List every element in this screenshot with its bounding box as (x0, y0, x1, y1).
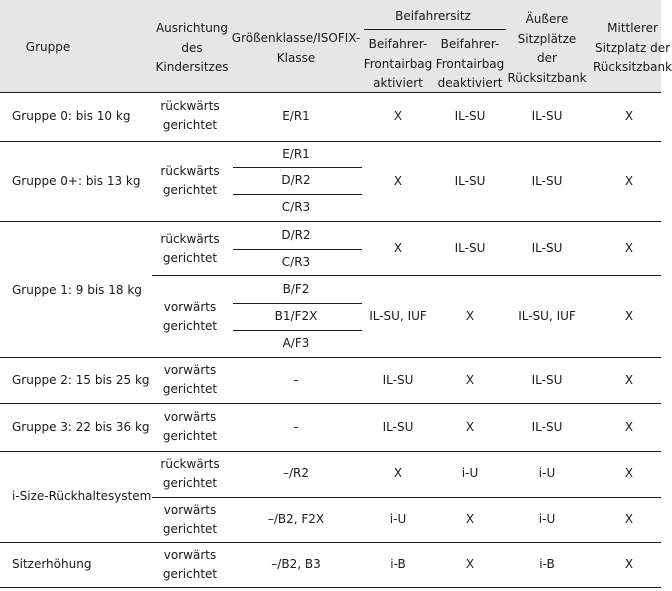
header-aktiviert-line: Frontairbag (363, 56, 433, 71)
row-gruppe-1-vor-klasse: A/F3 (282, 336, 310, 350)
row-gruppe-0-ausrichtung (160, 97, 219, 135)
row-gruppe-3-label: Gruppe 3: 22 bis 36 kg (12, 420, 150, 434)
row-gruppe-0-aktiviert: X (393, 109, 403, 123)
header-aeussere-sitzplaetze (507, 10, 586, 88)
ausrichtung-line: gerichtet (162, 429, 218, 443)
row-gruppe-1-vor-klasse: B/F2 (282, 282, 310, 296)
row-sitzerhoehung-aktiviert: i-B (390, 557, 406, 571)
row-divider (0, 403, 661, 404)
header-group-divider (364, 29, 506, 30)
row-gruppe-3-klasse: – (293, 420, 299, 434)
row-gruppe-1-rueck-ausrichtung (160, 230, 219, 268)
header-ausrichtung-line: Ausrichtung (155, 21, 229, 35)
row-gruppe-1-vor-aeussere: IL-SU, IUF (518, 309, 576, 323)
ausrichtung-line: rückwärts (160, 164, 220, 178)
row-gruppe-1-rueck-deaktiviert: IL-SU (454, 241, 486, 255)
row-gruppe-3-ausrichtung (163, 408, 217, 446)
row-isize-rueck-deaktiviert: i-U (461, 466, 479, 480)
header-mittlerer-sitzplatz (593, 19, 672, 78)
row-gruppe-0plus-ausrichtung (160, 162, 219, 200)
subrow-divider (233, 194, 362, 195)
row-divider (0, 357, 661, 358)
header-deaktiviert-line: deaktiviert (437, 76, 503, 90)
header-ausrichtung-line: Kindersitzes (155, 60, 229, 74)
row-gruppe-1-vor-aktiviert: IL-SU, IUF (369, 309, 427, 323)
ausrichtung-line: rückwärts (160, 232, 220, 246)
row-gruppe-3-mittlerer: X (624, 420, 634, 434)
row-sitzerhoehung-deaktiviert: X (465, 557, 475, 571)
row-isize-vor-mittlerer: X (624, 512, 634, 526)
header-mittlerer-clip (586, 19, 672, 79)
ausrichtung-line: rückwärts (160, 457, 220, 471)
row-sitzerhoehung-klasse: –/B2, B3 (271, 557, 321, 571)
row-gruppe-0-deaktiviert: IL-SU (454, 109, 486, 123)
row-gruppe-0plus-aeussere: IL-SU (531, 174, 563, 188)
row-gruppe-1-rueck-klasse: D/R2 (281, 228, 311, 242)
ausrichtung-line: gerichtet (162, 476, 218, 490)
row-gruppe-2-aktiviert: IL-SU (382, 373, 414, 387)
row-gruppe-0-klasse: E/R1 (282, 109, 310, 123)
header-aeussere-line: der (537, 51, 557, 65)
header-groessenklasse (232, 29, 360, 68)
row-sitzerhoehung-label: Sitzerhöhung (12, 557, 92, 571)
row-sitzerhoehung-mittlerer: X (624, 557, 634, 571)
row-gruppe-0plus-klasse: E/R1 (282, 147, 310, 161)
row-isize-rueck-aktiviert: X (393, 466, 403, 480)
ausrichtung-line: vorwärts (163, 300, 217, 314)
row-gruppe-1-rueck-mittlerer: X (624, 241, 634, 255)
row-isize-vor-ausrichtung (163, 501, 217, 539)
row-gruppe-0-aeussere: IL-SU (531, 109, 563, 123)
header-groessenklasse-line: Größenklasse/ISOFIX- (231, 31, 361, 45)
ausrichtung-line: gerichtet (162, 522, 218, 536)
row-gruppe-1-rueck-aktiviert: X (393, 241, 403, 255)
row-gruppe-0plus-klasse: C/R3 (281, 200, 311, 214)
row-divider (0, 542, 661, 543)
ausrichtung-line: rückwärts (160, 99, 220, 113)
header-mittlerer-line: Rücksitzbank (593, 60, 672, 74)
row-isize-label: i-Size-Rückhaltesystem (12, 489, 152, 503)
subrow-divider (233, 303, 362, 304)
row-gruppe-1-rueck-aeussere: IL-SU (531, 241, 563, 255)
subrow-divider (233, 167, 362, 168)
row-divider (0, 451, 661, 452)
header-mittlerer-line: Sitzplatz der (595, 40, 671, 55)
row-isize-rueck-mittlerer: X (624, 466, 634, 480)
row-sitzerhoehung-aeussere: i-B (539, 557, 555, 571)
subrow-divider (152, 497, 661, 498)
ausrichtung-line: vorwärts (163, 410, 217, 424)
row-gruppe-1-vor-klasse: B1/F2X (274, 309, 318, 323)
ausrichtung-line: gerichtet (162, 319, 218, 333)
header-deaktiviert-line: Beifahrer- (440, 37, 500, 51)
ausrichtung-line: vorwärts (163, 363, 217, 377)
row-divider (0, 141, 661, 142)
header-aktiviert-line: aktiviert (373, 76, 423, 90)
row-gruppe-3-aktiviert: IL-SU (382, 420, 414, 434)
row-isize-rueck-klasse: –/R2 (282, 466, 310, 480)
row-gruppe-3-deaktiviert: X (465, 420, 475, 434)
row-gruppe-2-deaktiviert: X (465, 373, 475, 387)
header-aeussere-line: Sitzplätze (517, 31, 577, 46)
row-gruppe-1-label: Gruppe 1: 9 bis 18 kg (12, 283, 142, 297)
row-divider (0, 221, 661, 222)
row-gruppe-0plus-aktiviert: X (393, 174, 403, 188)
row-gruppe-1-vor-mittlerer: X (624, 309, 634, 323)
subrow-divider (233, 249, 362, 250)
subrow-divider (233, 330, 362, 331)
header-mittlerer-line: Mittlerer (607, 21, 658, 35)
header-beifahrersitz: Beifahrersitz (395, 9, 471, 23)
header-gruppe: Gruppe (25, 40, 71, 54)
row-gruppe-1-rueck-klasse: C/R3 (281, 255, 311, 269)
subrow-divider (152, 275, 661, 276)
row-gruppe-0plus-label: Gruppe 0+: bis 13 kg (12, 174, 141, 188)
ausrichtung-line: gerichtet (162, 382, 218, 396)
header-frontairbag-deaktiviert (436, 35, 505, 94)
row-gruppe-3-aeussere: IL-SU (531, 420, 563, 434)
row-gruppe-0plus-mittlerer: X (624, 174, 634, 188)
row-gruppe-2-mittlerer: X (624, 373, 634, 387)
row-gruppe-1-vor-deaktiviert: X (465, 309, 475, 323)
row-isize-vor-aktiviert: i-U (389, 512, 407, 526)
ausrichtung-line: gerichtet (162, 251, 218, 265)
row-divider (0, 92, 661, 93)
row-gruppe-2-aeussere: IL-SU (531, 373, 563, 387)
header-aeussere-line: Äußere (525, 12, 569, 26)
row-divider (0, 587, 661, 588)
row-isize-vor-aeussere: i-U (538, 512, 556, 526)
row-isize-vor-deaktiviert: X (465, 512, 475, 526)
ausrichtung-line: gerichtet (162, 183, 218, 197)
header-ausrichtung (156, 19, 229, 78)
header-groessenklasse-line: Klasse (276, 50, 316, 65)
row-gruppe-0-label: Gruppe 0: bis 10 kg (12, 109, 131, 123)
row-gruppe-2-klasse: – (293, 373, 299, 387)
header-ausrichtung-line: des (181, 40, 203, 55)
row-gruppe-0plus-deaktiviert: IL-SU (454, 174, 486, 188)
row-gruppe-2-ausrichtung (163, 361, 217, 399)
row-gruppe-1-vor-ausrichtung (163, 298, 217, 336)
row-sitzerhoehung-ausrichtung (163, 546, 217, 584)
ausrichtung-line: vorwärts (163, 503, 217, 517)
row-gruppe-0plus-klasse: D/R2 (281, 173, 311, 187)
row-gruppe-0-mittlerer: X (624, 109, 634, 123)
header-deaktiviert-line: Frontairbag (435, 56, 505, 71)
row-isize-vor-klasse: –/B2, F2X (267, 512, 325, 526)
header-aktiviert-line: Beifahrer- (368, 37, 428, 51)
ausrichtung-line: vorwärts (163, 548, 217, 562)
row-isize-rueck-ausrichtung (160, 455, 219, 493)
header-frontairbag-aktiviert (364, 35, 433, 94)
row-gruppe-2-label: Gruppe 2: 15 bis 25 kg (12, 373, 150, 387)
ausrichtung-line: gerichtet (162, 567, 218, 581)
row-isize-rueck-aeussere: i-U (538, 466, 556, 480)
ausrichtung-line: gerichtet (162, 118, 218, 132)
header-aeussere-line: Rücksitzbank (507, 70, 587, 85)
